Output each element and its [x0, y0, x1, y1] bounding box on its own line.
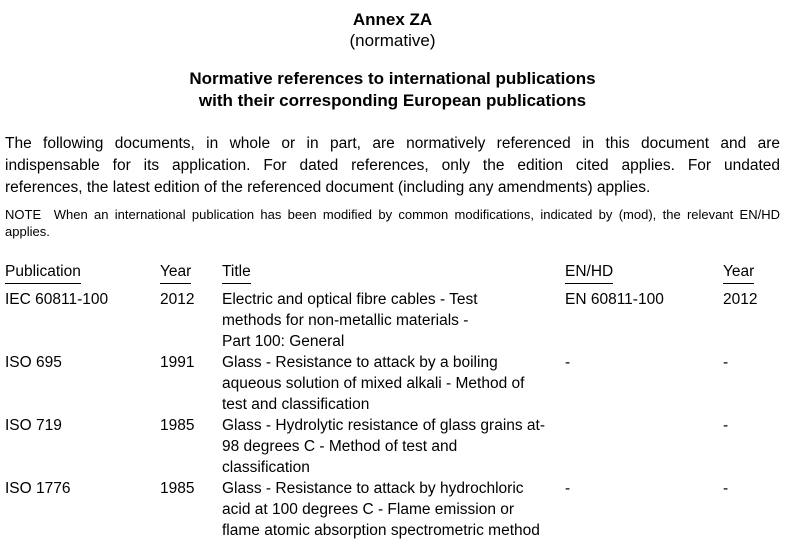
publication-cell: ISO 695 — [5, 354, 62, 371]
table-header-row — [5, 262, 780, 284]
title-line: 98 degrees C - Method of test and — [222, 438, 458, 455]
table-row — [5, 415, 780, 478]
en-year-cell: - — [723, 354, 729, 371]
title-line: aqueous solution of mixed alkali - Method of — [222, 375, 525, 392]
en-year-cell: - — [723, 417, 729, 434]
title-line: Glass - Resistance to attack by hydrochloric — [222, 480, 524, 497]
table-header-year: Year — [160, 262, 222, 284]
table-header-title: Title — [222, 262, 565, 284]
section-heading — [5, 68, 780, 112]
intro-line-1: The following documents, in whole or in part, are normatively referenced in this document and are — [5, 135, 780, 152]
year-cell: 1985 — [160, 417, 195, 434]
section-heading-line-2: with their corresponding European publications — [198, 91, 587, 110]
table-row — [5, 289, 780, 352]
table-row — [5, 352, 780, 415]
section-heading-line-1: Normative references to international publications — [189, 69, 596, 88]
table-row — [5, 478, 780, 541]
title-line: Glass - Resistance to attack by a boiling — [222, 354, 498, 371]
table-header-en-year: Year — [723, 262, 780, 284]
note-line-2: applies. — [5, 224, 50, 239]
title-line: flame atomic absorption spectrometric method — [222, 522, 540, 539]
title-line: methods for non-metallic materials - — [222, 312, 469, 329]
title-line: classification — [222, 459, 310, 476]
en-year-cell: - — [723, 480, 729, 497]
publication-cell: IEC 60811-100 — [5, 291, 109, 308]
title-cell — [222, 352, 565, 415]
title-line: Electric and optical fibre cables - Test — [222, 291, 478, 308]
annex-subtitle: (normative) — [349, 31, 436, 50]
title-line: acid at 100 degrees C - Flame emission or — [222, 501, 515, 518]
en-hd-cell: - — [565, 480, 571, 497]
references-table — [5, 262, 780, 541]
title-cell — [222, 478, 565, 541]
intro-line-2: indispensable for its application. For dated references, only the edition cited applies. For undated — [5, 157, 780, 174]
intro-paragraph — [5, 133, 780, 199]
en-year-cell: 2012 — [723, 291, 758, 308]
intro-line-3: references, the latest edition of the referenced document (including any amendments) applies. — [5, 179, 651, 196]
year-cell: 1985 — [160, 480, 195, 497]
table-header-en-hd: EN/HD — [565, 262, 723, 284]
annex-title: Annex ZA — [352, 10, 433, 29]
year-cell: 1991 — [160, 354, 195, 371]
publication-cell: ISO 719 — [5, 417, 62, 434]
en-hd-cell: EN 60811-100 — [565, 291, 664, 308]
note-line-1: NOTE When an international publication has been modified by common modifications, indicated by (mod), the relevant EN/HD — [5, 207, 780, 222]
en-hd-cell: - — [565, 354, 571, 371]
note-paragraph — [5, 206, 780, 240]
title-line: Glass - Hydrolytic resistance of glass grains at- — [222, 417, 546, 434]
title-line: Part 100: General — [222, 333, 345, 350]
year-cell: 2012 — [160, 291, 195, 308]
table-header-publication: Publication — [5, 262, 160, 284]
publication-cell: ISO 1776 — [5, 480, 71, 497]
title-line: test and classification — [222, 396, 370, 413]
title-cell — [222, 415, 565, 478]
title-cell — [222, 289, 565, 352]
